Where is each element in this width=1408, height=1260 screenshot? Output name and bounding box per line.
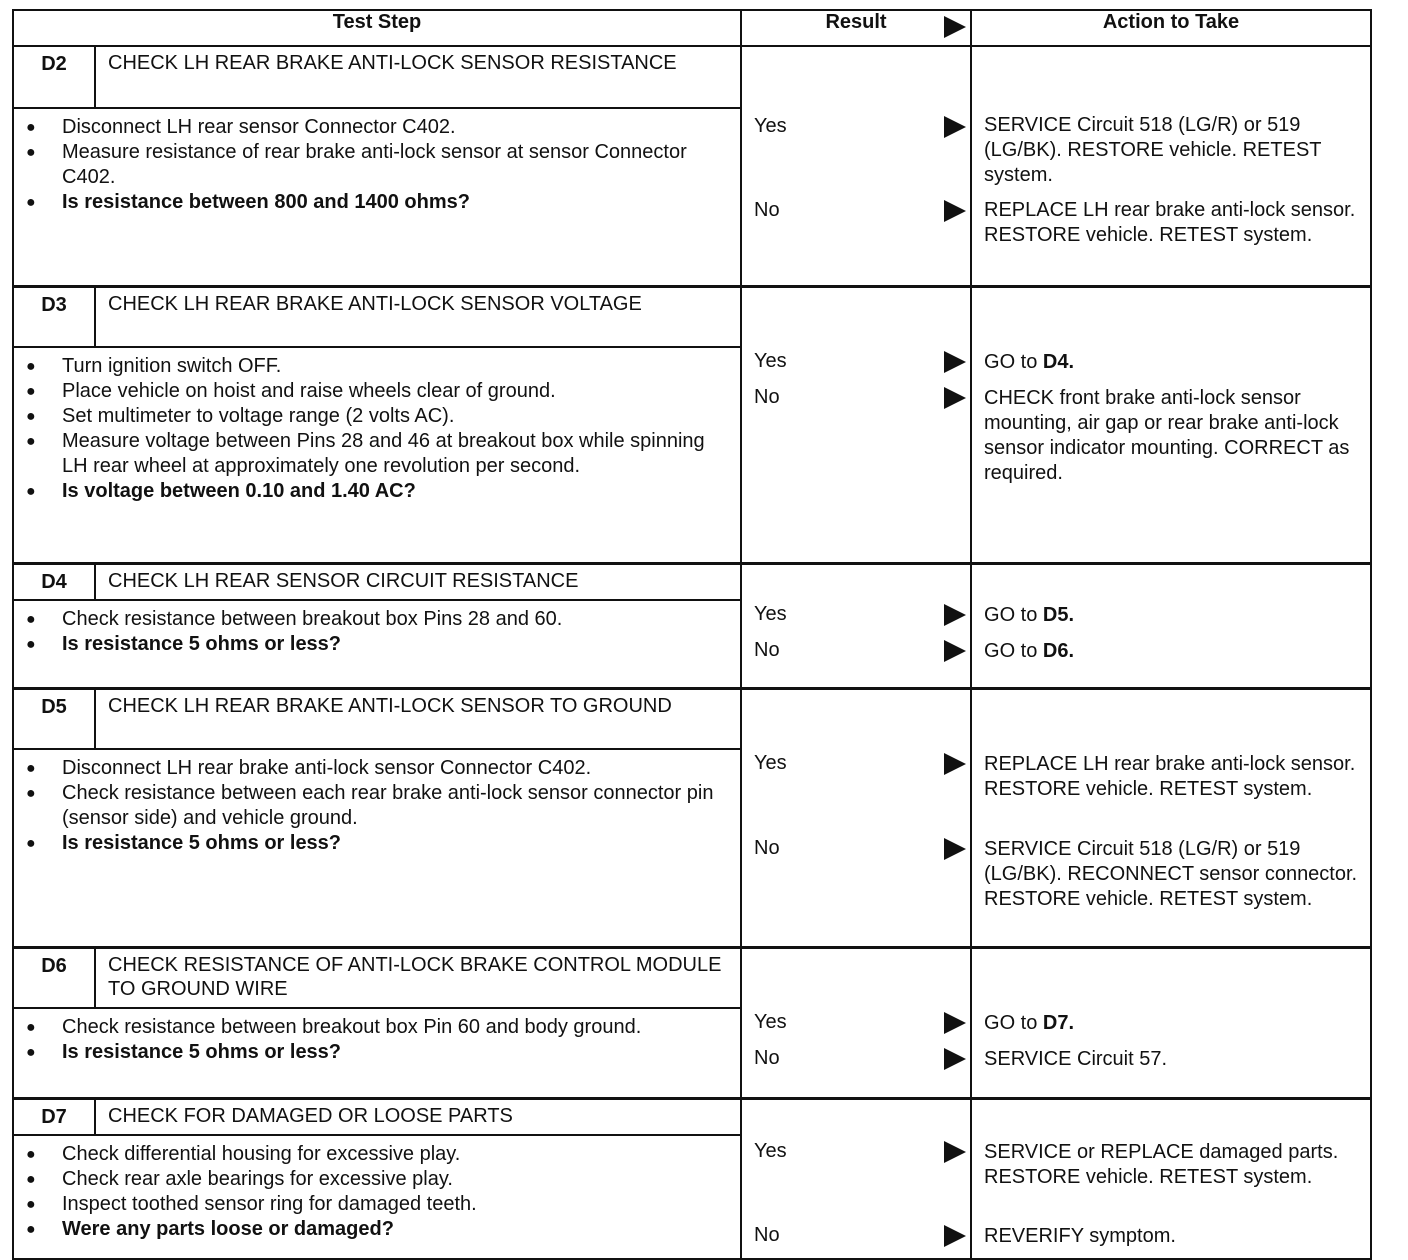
action-no: REVERIFY symptom.: [984, 1225, 1176, 1247]
action-cell: [971, 1099, 1371, 1260]
step-title-row: [13, 948, 1371, 1009]
step-id: D3: [13, 287, 95, 348]
procedure-item: ● Disconnect LH rear sensor Connector C402.: [26, 115, 732, 140]
action-yes: SERVICE Circuit 518 (LG/R) or 519 (LG/BK). RESTORE vehicle. RETEST system.: [984, 114, 1322, 186]
procedure-item: ● Set multimeter to voltage range (2 volts AC).: [26, 404, 732, 429]
procedure-item: ● Check resistance between breakout box Pins 28 and 60.: [26, 607, 732, 632]
arrow-icon: [944, 387, 966, 409]
procedure-question: ● Is voltage between 0.10 and 1.40 AC?: [26, 479, 732, 504]
step-title: CHECK LH REAR BRAKE ANTI-LOCK SENSOR TO GROUND: [95, 689, 741, 750]
action-yes: SERVICE or REPLACE damaged parts. RESTORE vehicle. RETEST system.: [984, 1141, 1339, 1188]
step-title-row: [13, 1099, 1371, 1136]
procedure-item: ● Turn ignition switch OFF.: [26, 354, 732, 379]
action-yes: REPLACE LH rear brake anti-lock sensor. RESTORE vehicle. RETEST system.: [984, 753, 1356, 800]
step-id: D7: [13, 1099, 95, 1136]
step-title-row: [13, 287, 1371, 348]
procedure-item: ● Check rear axle bearings for excessive play.: [26, 1167, 732, 1192]
action-cell: [971, 564, 1371, 689]
procedure-question: ● Is resistance between 800 and 1400 ohms?: [26, 190, 732, 215]
arrow-icon: [944, 838, 966, 860]
result-cell: Yes No: [741, 689, 971, 948]
step-id: D2: [13, 46, 95, 108]
step-title-row: [13, 564, 1371, 601]
step-id: D5: [13, 689, 95, 750]
result-cell: Yes No: [741, 948, 971, 1099]
step-title: CHECK FOR DAMAGED OR LOOSE PARTS: [95, 1099, 741, 1136]
result-cell: Yes No: [741, 1099, 971, 1260]
action-cell: [971, 948, 1371, 1099]
procedure-list: [14, 1015, 732, 1065]
procedure-cell: [13, 108, 741, 287]
procedure-cell: [13, 600, 741, 689]
procedure-item: ● Check resistance between breakout box Pin 60 and body ground.: [26, 1015, 732, 1040]
procedure-list: [14, 115, 732, 215]
arrow-icon: [944, 640, 966, 662]
step-title: CHECK RESISTANCE OF ANTI-LOCK BRAKE CONTROL MODULE TO GROUND WIRE: [95, 948, 741, 1009]
action-yes: GO to D5.: [984, 604, 1075, 626]
step-title-row: [13, 46, 1371, 108]
procedure-list: [14, 756, 732, 856]
procedure-list: [14, 1142, 732, 1242]
header-action: Action to Take: [971, 10, 1371, 46]
result-cell: Yes No: [741, 564, 971, 689]
arrow-icon: [944, 116, 966, 138]
action-no: SERVICE Circuit 518 (LG/R) or 519 (LG/BK). RECONNECT sensor connector. RESTORE vehicle. RETEST system.: [984, 838, 1358, 910]
step-id: D6: [13, 948, 95, 1009]
action-yes: GO to D4.: [984, 351, 1075, 373]
step-title-row: [13, 689, 1371, 750]
step-title: CHECK LH REAR SENSOR CIRCUIT RESISTANCE: [95, 564, 741, 601]
action-no: GO to D6.: [984, 640, 1075, 662]
arrow-icon: [944, 1141, 966, 1163]
arrow-icon: [944, 753, 966, 775]
procedure-cell: [13, 347, 741, 564]
arrow-icon: [944, 1048, 966, 1070]
procedure-list: [14, 354, 732, 504]
procedure-item: ● Check resistance between each rear brake anti-lock sensor connector pin (sensor side) and vehicle ground.: [26, 781, 732, 831]
procedure-question: ● Is resistance 5 ohms or less?: [26, 831, 732, 856]
procedure-item: ● Disconnect LH rear brake anti-lock sensor Connector C402.: [26, 756, 732, 781]
arrow-icon: [944, 200, 966, 222]
action-cell: [971, 287, 1371, 564]
table-header: [13, 10, 1371, 46]
step-id: D4: [13, 564, 95, 601]
arrow-icon: [944, 1012, 966, 1034]
step-title: CHECK LH REAR BRAKE ANTI-LOCK SENSOR RESISTANCE: [95, 46, 741, 108]
diagnostic-sheet: [12, 9, 1370, 1260]
procedure-list: [14, 607, 732, 657]
header-test-step: Test Step: [13, 10, 741, 46]
procedure-item: ● Measure resistance of rear brake anti-lock sensor at sensor Connector C402.: [26, 140, 732, 190]
action-cell: [971, 46, 1371, 287]
procedure-question: ● Is resistance 5 ohms or less?: [26, 632, 732, 657]
arrow-icon: [944, 604, 966, 626]
procedure-cell: [13, 1135, 741, 1259]
procedure-cell: [13, 1008, 741, 1099]
procedure-item: ● Place vehicle on hoist and raise wheels clear of ground.: [26, 379, 732, 404]
header-result: Result: [741, 10, 971, 46]
arrow-icon: [944, 16, 966, 38]
procedure-item: ● Inspect toothed sensor ring for damaged teeth.: [26, 1192, 732, 1217]
result-cell: Yes No: [741, 46, 971, 287]
arrow-icon: [944, 351, 966, 373]
action-yes: GO to D7.: [984, 1012, 1075, 1034]
result-cell: Yes No: [741, 287, 971, 564]
procedure-item: ● Measure voltage between Pins 28 and 46 at breakout box while spinning LH rear wheel at approximately one revolution per second.: [26, 429, 732, 479]
action-no: SERVICE Circuit 57.: [984, 1048, 1168, 1070]
action-cell: [971, 689, 1371, 948]
procedure-question: ● Is resistance 5 ohms or less?: [26, 1040, 732, 1065]
procedure-question: ● Were any parts loose or damaged?: [26, 1217, 732, 1242]
test-step-table: [12, 9, 1372, 1260]
procedure-cell: [13, 749, 741, 948]
step-title: CHECK LH REAR BRAKE ANTI-LOCK SENSOR VOLTAGE: [95, 287, 741, 348]
action-no: CHECK front brake anti-lock sensor mounting, air gap or rear brake anti-lock sensor indicator mounting. CORRECT as required.: [984, 387, 1350, 484]
procedure-item: ● Check differential housing for excessive play.: [26, 1142, 732, 1167]
action-no: REPLACE LH rear brake anti-lock sensor. RESTORE vehicle. RETEST system.: [984, 199, 1356, 246]
